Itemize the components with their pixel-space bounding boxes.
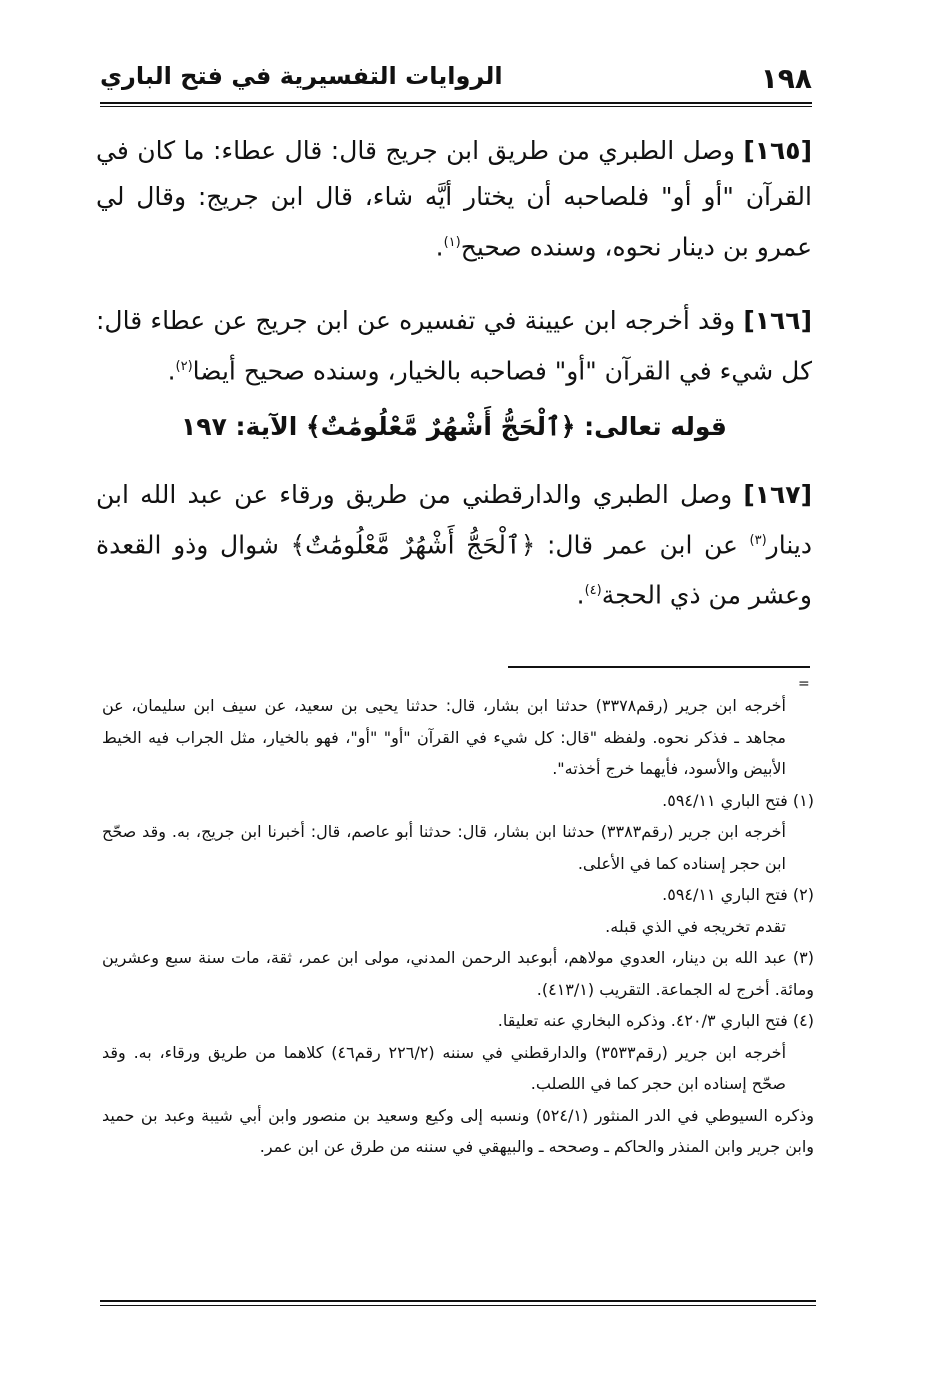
- section-heading: قوله تعالى: ﴿ٱلْحَجُّ أَشْهُرٌ مَّعْلُومَٰتٌ﴾ الآية: ١٩٧: [181, 412, 727, 441]
- footer-rule: [100, 1300, 816, 1302]
- paragraph-text: وقد أخرجه ابن عيينة في تفسيره عن ابن جريج عن عطاء قال: كل شيء في القرآن "أو" فصاحبه بالخيار، وسنده صحيح أيضا: [96, 306, 812, 386]
- footnote-ref: (١): [443, 235, 461, 250]
- footnote-ref: (٤): [584, 583, 602, 599]
- paragraph-number: [١٦٧]: [743, 480, 812, 509]
- paragraph-number: [١٦٥]: [743, 136, 812, 165]
- footnote-1-head: (١) فتح الباري ٥٩٤/١١.: [662, 790, 814, 810]
- footnote-4-note: وذكره السيوطي في الدر المنثور (٥٢٤/١) ونسبه إلى وكيع وسعيد بن منصور وابن أبي شيبة وعبد بن حميد وابن جرير وابن المنذر والحاكم ـ وصححه ـ والبيهقي في سننه من طرق عن ابن عمر.: [102, 1105, 814, 1156]
- running-title: الروايات التفسيرية في فتح الباري: [100, 62, 503, 90]
- footer-rule-thin: [100, 1305, 816, 1306]
- footnote-separator: [508, 666, 810, 668]
- paragraph-text: وصل الطبري والدارقطني من طريق ورقاء عن عبد الله ابن دينار: [96, 480, 812, 560]
- footnote-3: (٣) عبد الله بن دينار، العدوي مولاهم، أبوعبد الرحمن المدني، مولى ابن عمر، ثقة، مات سنة سبع وعشرين ومائة. أخرج له الجماعة. التقريب (٤١٣/١).: [102, 948, 814, 999]
- paragraph-text: عن ابن عمر قال: ﴿ٱلْحَجُّ أَشْهُرٌ مَّعْلُومَٰتٌ﴾ شوال وذو القعدة وعشر من ذي الحجة: [96, 530, 812, 610]
- footnote-1-body: أخرجه ابن جرير (رقم٣٣٨٣) حدثنا ابن بشار، قال: حدثنا أبو عاصم، قال: أخبرنا ابن جريج، به. وقد صحّح ابن حجر إسناده كما في الأعلى.: [102, 822, 786, 873]
- paragraph-text: وصل الطبري من طريق ابن جريج قال: قال عطاء: ما كان في القرآن "أو أو" فلصاحبه أن يختار أيَّه شاء، قال ابن جريج: وقال لي عمرو بن دينار نحوه، وسنده صحيح: [96, 136, 812, 262]
- page-number: ١٩٨: [760, 62, 812, 95]
- footnote-4-body: أخرجه ابن جرير (رقم٣٥٣٣) والدارقطني في سننه (٢٢٦/٢ رقم٤٦) كلاهما من طريق ورقاء، به. وقد صحّح إسناده ابن حجر كما في اللصلب.: [102, 1042, 787, 1093]
- footnote-2-head: (٢) فتح الباري ٥٩٤/١١.: [662, 885, 814, 904]
- paragraph-number: [١٦٦]: [743, 306, 812, 335]
- paragraph-165: [96, 128, 812, 270]
- paragraph-end: .: [167, 356, 176, 386]
- footnotes: [102, 690, 814, 1163]
- header-rule-thin: [100, 106, 812, 107]
- footnote-continuation: أخرجه ابن جرير (رقم٣٣٧٨) حدثنا ابن بشار، قال: حدثنا يحيى بن سعيد، عن سيف ابن سليمان، عن مجاهد ـ فذكر نحوه. ولفظه "قال: كل شيء في القرآن "أو" "أو"، فهو بالخيار، مثل الجراب فيه الخيط الأبيض والأسود، فأيهما خرج أخذته".: [102, 696, 787, 778]
- page-header: [100, 58, 812, 102]
- footnote-ref: (٣): [749, 533, 767, 548]
- footnote-2-body: تقدم تخريجه في الذي قبله.: [605, 916, 786, 936]
- footnote-ref: (٢): [175, 359, 193, 374]
- paragraph-end: .: [435, 232, 444, 262]
- footnote-4-head: (٤) فتح الباري ٤٢٠/٣. وذكره البخاري عنه تعليقا.: [497, 1011, 814, 1030]
- paragraph-end: .: [576, 580, 585, 610]
- paragraph-166: [96, 298, 812, 394]
- continuation-marker: =: [798, 676, 810, 692]
- paragraph-167: [96, 472, 812, 619]
- header-rule: [100, 102, 812, 104]
